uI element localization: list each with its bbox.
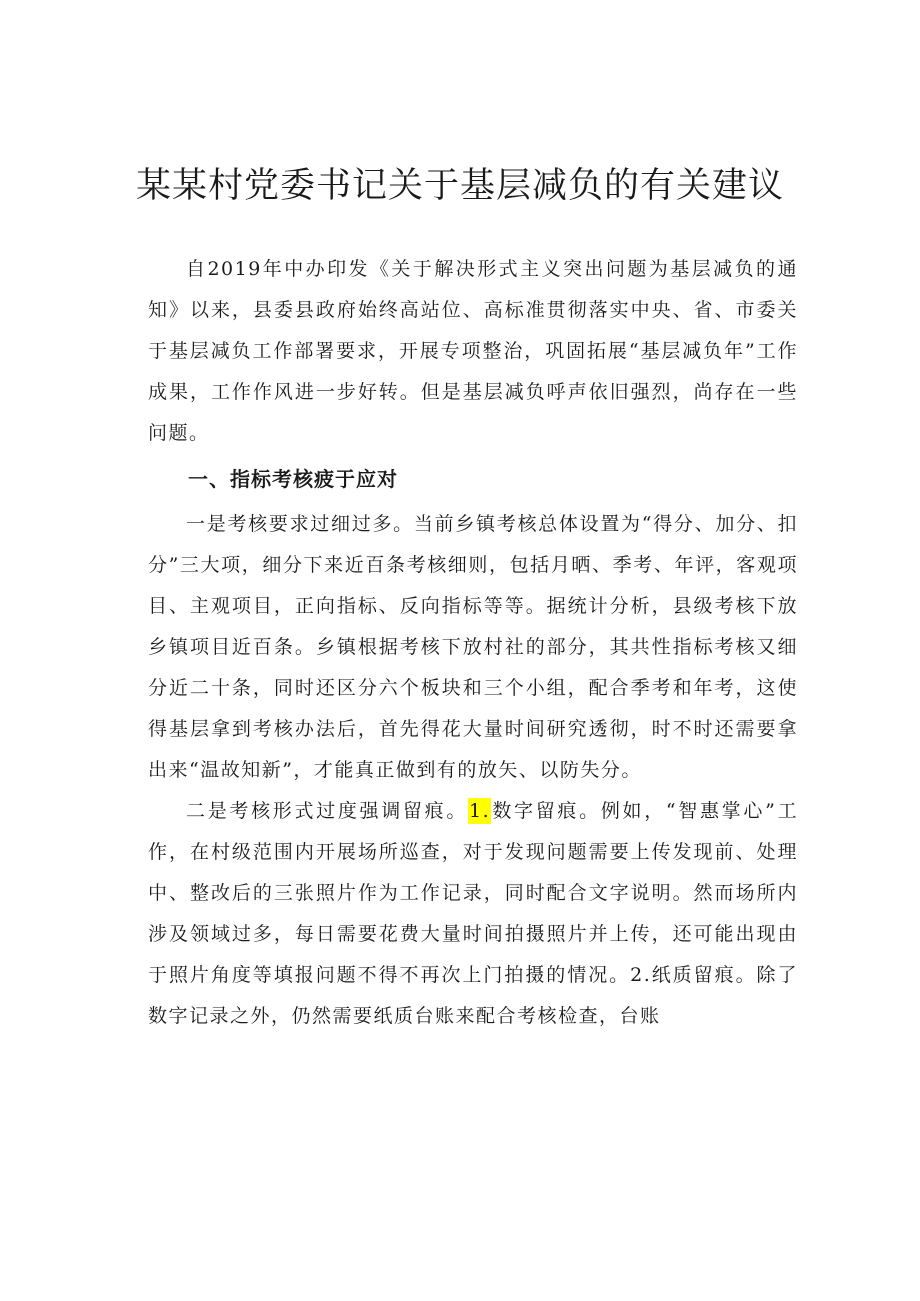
- paragraph-text-rest: 数字留痕。例如，“智惠掌心”工作，在村级范围内开展场所巡查，对于发现问题需要上传发现前、处理中、整改后的三张照片作为工作记录，同时配合文字说明。然而场所内涉及领域过多，每日需要花费大量时间拍摄照片并上传，还可能出现由于照片角度等填报问题不得不再次上门拍摄的情况。2.纸质留痕。除了数字记录之外，仍然需要纸质台账来配合考核检查，台账: [148, 800, 798, 1027]
- document-body: [148, 249, 798, 1037]
- section-heading: 一、指标考核疲于应对: [188, 467, 398, 491]
- paragraph-assessment-forms: [148, 791, 798, 1037]
- intro-paragraph: 自2019年中办印发《关于解决形式主义突出问题为基层减负的通知》以来，县委县政府始终高站位、高标准贯彻落实中央、省、市委关于基层减负工作部署要求，开展专项整治，巩固拓展“基层减负年”工作成果，工作作风进一步好转。但是基层减负呼声依旧强烈，尚存在一些问题。: [148, 258, 798, 444]
- paragraph-text-start: 二是考核形式过度强调留痕。: [186, 800, 469, 822]
- paragraph-assessment-requirements: 一是考核要求过细过多。当前乡镇考核总体设置为“得分、加分、扣分”三大项，细分下来近百条考核细则，包括月晒、季考、年评，客观项目、主观项目，正向指标、反向指标等等。据统计分析，县级考核下放乡镇项目近百条。乡镇根据考核下放村社的部分，其共性指标考核又细分近二十条，同时还区分六个板块和三个小组，配合季考和年考，这使得基层拿到考核办法后，首先得花大量时间研究透彻，时不时还需要拿出来“温故知新”，才能真正做到有的放矢、以防失分。: [148, 513, 798, 781]
- highlighted-number: 1.: [469, 800, 491, 822]
- document-title: 某某村党委书记关于基层减负的有关建议: [135, 166, 784, 206]
